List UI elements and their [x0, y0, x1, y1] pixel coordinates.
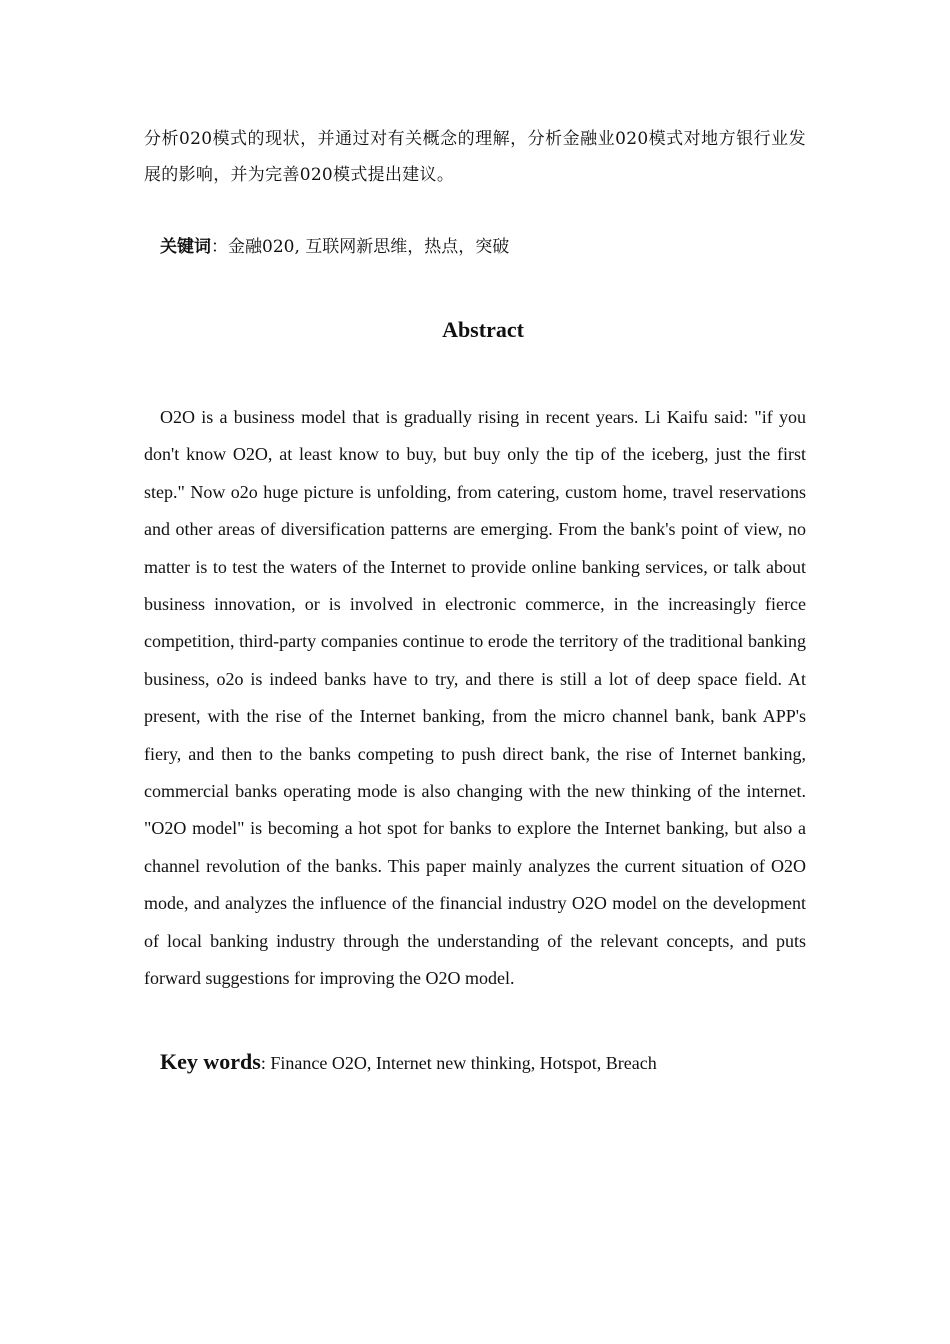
- english-keywords-line: [160, 1045, 806, 1080]
- english-keywords-list: Finance O2O, Internet new thinking, Hotspot, Breach: [270, 1053, 657, 1073]
- chinese-keywords-label: 关键词: [160, 237, 211, 257]
- chinese-keywords-list: 金融020, 互联网新思维，热点，突破: [228, 237, 510, 257]
- english-abstract-body: O2O is a business model that is gradually rising in recent years. Li Kaifu said: "if you don't know O2O, at least know to buy, but buy only the tip of the iceberg, just the first step." Now o2o huge picture is unfolding, from catering, custom home, travel reservations and other areas of diversification patterns are emerging. From the bank's point of view, no matter is to test the waters of the Internet to provide online banking services, or talk about business innovation, or is involved in electronic commerce, in the increasingly fierce competition, third-party companies continue to erode the territory of the traditional banking business, o2o is indeed banks have to try, and there is still a lot of deep space field. At present, with the rise of the Internet banking, from the micro channel bank, bank APP's fiery, and then to the banks competing to push direct bank, the rise of Internet banking, commercial banks operating mode is also changing with the new thinking of the internet. "O2O model" is becoming a hot spot for banks to explore the Internet banking, but also a channel revolution of the banks. This paper mainly analyzes the current situation of O2O mode, and analyzes the influence of the financial industry O2O model on the development of local banking industry through the understanding of the relevant concepts, and puts forward suggestions for improving the O2O model.: [144, 407, 806, 989]
- chinese-keywords-line: [160, 230, 806, 264]
- chinese-keywords-separator: ：: [211, 237, 228, 257]
- abstract-heading: Abstract: [442, 317, 524, 342]
- english-keywords-separator: :: [260, 1053, 271, 1073]
- english-keywords-label: Key words: [160, 1049, 261, 1074]
- chinese-abstract-continuation: 分析020模式的现状，并通过对有关概念的理解，分析金融业020模式对地方银行业发展的影响，并为完善020模式提出建议。: [144, 129, 806, 185]
